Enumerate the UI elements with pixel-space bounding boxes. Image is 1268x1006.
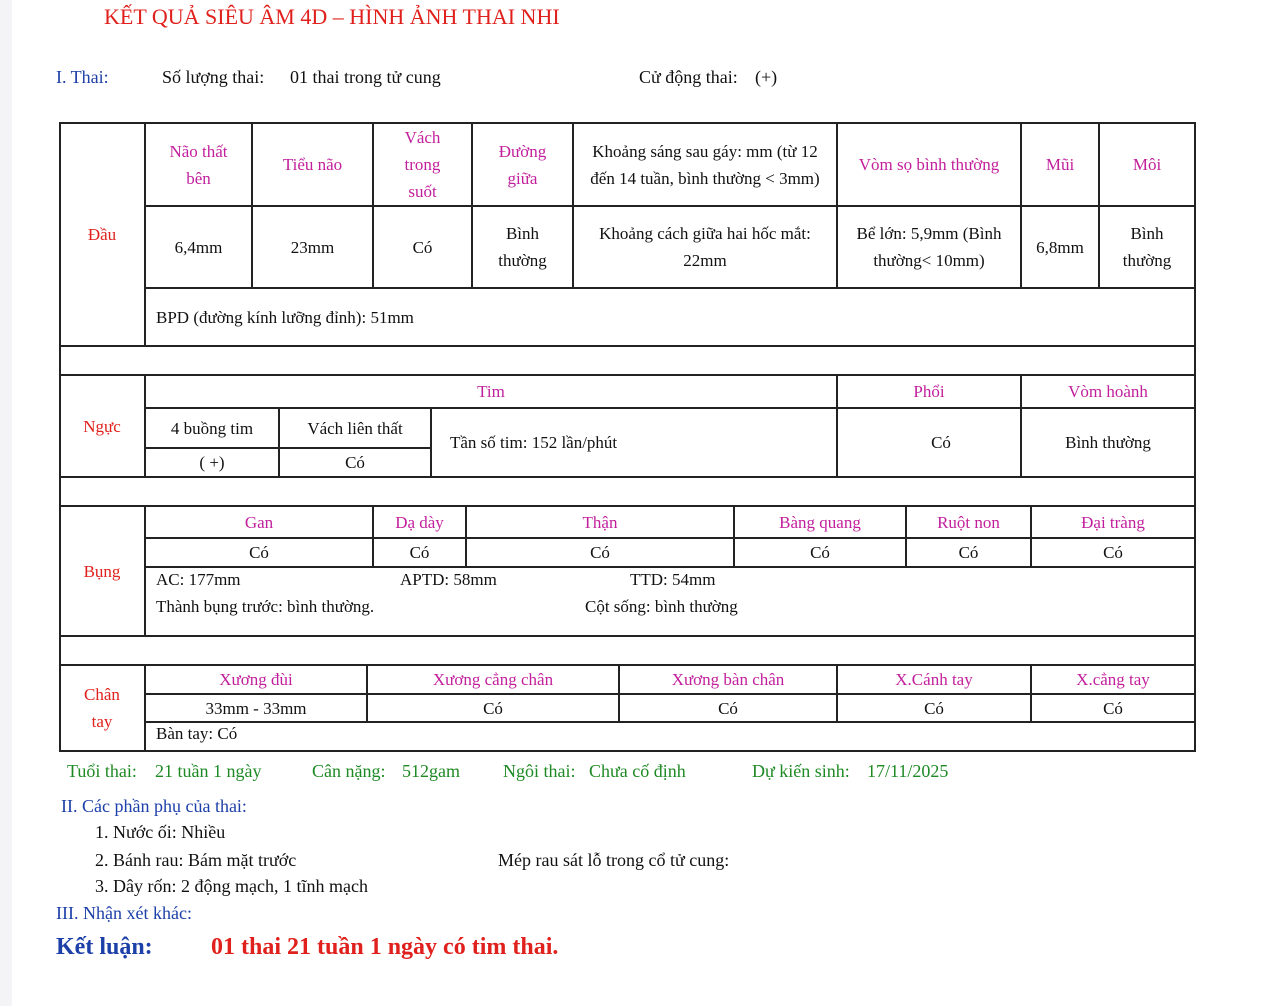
ngoi-thai-value: Chưa cố định <box>589 761 686 781</box>
so-luong-label: Số lượng thai: <box>162 67 265 87</box>
aptd-measure: APTD: 58mm <box>400 570 497 589</box>
page-title: KẾT QUẢ SIÊU ÂM 4D – HÌNH ẢNH THAI NHI <box>104 4 560 29</box>
section-3-label: III. Nhận xét khác: <box>56 903 192 923</box>
ngoi-thai-label: Ngôi thai: <box>503 761 576 781</box>
buong-tim-value: ( +) <box>199 453 225 472</box>
phoi-value: Có <box>931 433 951 452</box>
value-khoang-cach-hoc-mat: Khoảng cách giữa hai hốc mắt: 22mm <box>599 224 811 270</box>
nuoc-oi: 1. Nước ối: Nhiều <box>95 822 226 842</box>
value-dai-trang: Có <box>1103 543 1123 562</box>
header-vom-so: Vòm sọ bình thường <box>858 155 1000 174</box>
document-page <box>12 0 1268 1006</box>
header-dai-trang: Đại tràng <box>1081 512 1145 532</box>
value-x-canh-tay: Có <box>924 698 944 718</box>
header-xuong-cang-chan: Xương cẳng chân <box>432 670 554 689</box>
value-nao-that-ben: 6,4mm <box>174 237 223 257</box>
chan-tay-label-1: Chân <box>84 685 120 704</box>
section-1-label: I. Thai: <box>56 67 109 87</box>
header-tieu-nao: Tiểu não <box>282 155 343 174</box>
header-ruot-non: Ruột non <box>937 512 1000 532</box>
value-moi: Bình thường <box>1122 224 1172 270</box>
header-x-cang-tay: X.cẳng tay <box>1076 670 1150 689</box>
ac-measure: AC: 177mm <box>156 570 241 589</box>
header-vom-hoanh: Vòm hoành <box>1068 382 1148 401</box>
section-2-label: II. Các phần phụ của thai: <box>61 796 247 816</box>
mep-rau: Mép rau sát lỗ trong cổ tử cung: <box>498 850 730 870</box>
chan-tay-label-2: tay <box>91 712 113 731</box>
ttd-measure: TTD: 54mm <box>630 570 716 589</box>
value-than: Có <box>590 543 610 562</box>
tuoi-thai-label: Tuổi thai: <box>67 761 137 781</box>
tuoi-thai-value: 21 tuần 1 ngày <box>155 761 262 781</box>
du-kien-label: Dự kiến sinh: <box>752 761 850 781</box>
cu-dong-value: (+) <box>755 67 778 87</box>
can-nang-value: 512gam <box>402 761 460 781</box>
bpd-row: BPD (đường kính lưỡng đỉnh): 51mm <box>156 307 414 327</box>
cot-song: Cột sống: bình thường <box>585 597 738 616</box>
can-nang-label: Cân nặng: <box>312 761 386 781</box>
header-nao-that-ben: Não thất bên <box>169 141 228 188</box>
vom-hoanh-value: Bình thường <box>1065 433 1151 452</box>
ban-tay: Bàn tay: Có <box>156 724 238 743</box>
header-x-canh-tay: X.Cánh tay <box>895 670 973 689</box>
vach-lien-that-label: Vách liên thất <box>307 418 403 438</box>
section-dau-label: Đầu <box>87 224 117 244</box>
buong-tim-label: 4 buồng tim <box>170 418 254 438</box>
value-da-day: Có <box>409 543 430 562</box>
section-chan-tay-label <box>60 666 144 750</box>
header-tim: Tim <box>477 382 505 401</box>
header-mui: Mũi <box>1045 155 1075 174</box>
thanh-bung: Thành bụng trước: bình thường. <box>156 597 375 616</box>
value-gan: Có <box>249 543 269 562</box>
value-be-lon: Bể lớn: 5,9mm (Bình thường< 10mm) <box>856 224 1002 270</box>
section-bung-label: Bụng <box>83 561 121 581</box>
day-ron: 3. Dây rốn: 2 động mạch, 1 tĩnh mạch <box>95 876 368 896</box>
header-bang-quang: Bàng quang <box>779 512 861 532</box>
header-duong-giua: Đường giữa <box>498 141 547 188</box>
tan-so-tim: Tần số tim: 152 lần/phút <box>450 433 618 452</box>
value-ruot-non: Có <box>958 543 979 562</box>
banh-rau: 2. Bánh rau: Bám mặt trước <box>95 850 297 870</box>
header-xuong-ban-chan: Xương bàn chân <box>671 670 785 689</box>
header-gan: Gan <box>244 512 274 532</box>
section-nguc-label: Ngực <box>83 416 121 436</box>
cu-dong-label: Cử động thai: <box>639 67 738 87</box>
du-kien-value: 17/11/2025 <box>867 761 949 781</box>
so-luong-value: 01 thai trong tử cung <box>290 67 441 87</box>
conclusion-value: 01 thai 21 tuần 1 ngày có tim thai. <box>211 934 559 960</box>
value-mui: 6,8mm <box>1036 237 1084 257</box>
value-xuong-cang-chan: Có <box>483 698 503 718</box>
value-xuong-ban-chan: Có <box>718 698 738 718</box>
header-xuong-dui: Xương đùi <box>219 670 293 689</box>
value-tieu-nao: 23mm <box>290 237 335 257</box>
value-duong-giua: Bình thường <box>498 224 547 270</box>
value-bang-quang: Có <box>810 543 830 562</box>
header-moi: Môi <box>1132 155 1162 174</box>
header-than: Thận <box>582 512 618 532</box>
value-vach-trong-suot: Có <box>412 237 433 257</box>
header-phoi: Phổi <box>913 382 945 401</box>
vach-lien-that-value: Có <box>345 453 365 472</box>
header-vach-trong-suot: Vách trong suốt <box>404 128 441 201</box>
header-da-day: Dạ dày <box>395 512 444 532</box>
value-xuong-dui: 33mm - 33mm <box>205 698 307 718</box>
header-khoang-sang-sau-gay: Khoảng sáng sau gáy: mm (từ 12 đến 14 tuần, bình thường < 3mm) <box>590 141 820 188</box>
value-x-cang-tay: Có <box>1103 698 1123 718</box>
conclusion-label: Kết luận: <box>56 934 153 960</box>
